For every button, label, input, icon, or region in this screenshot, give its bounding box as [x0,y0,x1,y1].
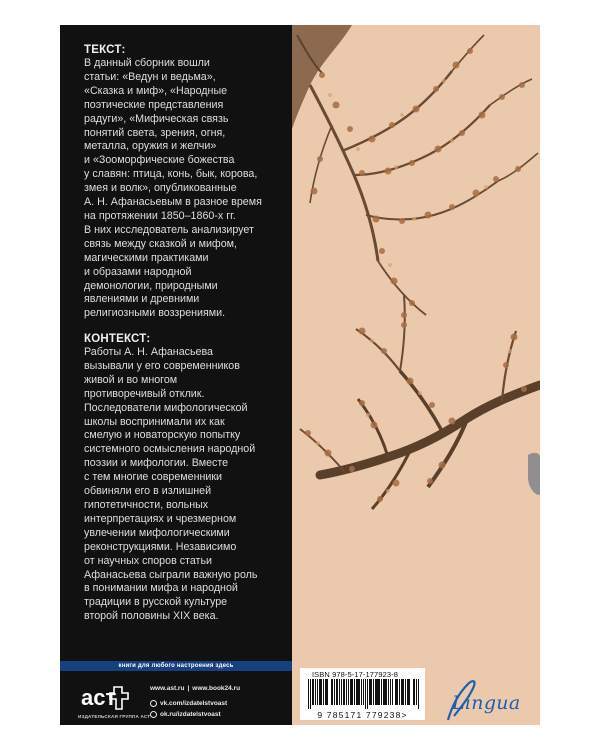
barcode-bar [343,679,345,705]
barcode-bar [413,679,415,705]
blossom-branch-illustration [292,25,540,725]
barcode-bar [401,679,404,705]
barcode-bar [383,679,385,705]
barcode-bar [334,679,335,705]
lingua-imprint-name: Lingua [452,692,521,714]
barcode-bar [348,679,349,705]
links-separator: | [187,684,190,692]
barcode-bar [395,679,398,705]
barcode-image [306,679,419,709]
ok-icon [150,711,157,718]
barcode-bar [390,679,391,705]
barcode-bar [399,679,400,705]
barcode-bar [323,679,324,705]
branch-artwork [292,25,540,725]
barcode-bar [405,679,406,705]
barcode-number [300,710,425,720]
barcode-bar [365,679,366,709]
publisher-group-label: ИЗДАТЕЛЬСКАЯ ГРУППА АСТ [78,714,151,719]
barcode-bar [373,679,374,705]
barcode-bar [418,679,419,709]
vk-icon [150,700,157,707]
barcode-bar [339,679,340,705]
barcode-bar [346,679,347,705]
barcode-bar [310,679,311,709]
tagline: книги для любого настроения здесь [118,663,234,669]
context-section-heading: КОНТЕКСТ: [84,333,151,345]
barcode-bar [325,679,327,705]
barcode-bar [367,679,368,709]
context-section-body: Работы А. Н. Афанасьева вызывали у его современников живой и во многом противоречивый отклик. Последователи мифологической школы воспринимали их как смелую и новаторскую попытку системного осмысления народной поэзии и мифологии. Вместе с тем многие современники обвиняли его в излишней гипотетичности, вольных интерпретациях и чрезмерном увлечении мифологическими реконструкциями. Независимо от научных споров статьи Афанасьева сыграли важную роль в понимании мифа и народной традиции в русской культуре второй половины XIX века. [84,346,258,623]
barcode-bar [388,679,389,705]
barcode-bar [385,679,387,705]
barcode-bar [354,679,355,705]
barcode-bar [319,679,322,705]
ok-link[interactable]: ok.ru/izdatelstvoast [160,710,221,718]
barcode-bar [315,679,316,705]
publisher-links [150,683,240,724]
barcode-bar [308,679,309,709]
barcode-bar [392,679,393,705]
barcode-bar [312,679,314,705]
barcode-bar [331,679,333,705]
ast-logo-text: аст [81,685,117,710]
barcode-bar [377,679,380,705]
barcode-bar [317,679,318,705]
barcode-bar [363,679,364,705]
barcode-digits: 9 785171 779238 [317,710,402,720]
barcode-bar [375,679,377,705]
barcode-bar [341,679,342,705]
barcode-bar [409,679,410,705]
text-section-body: В данный сборник вошли статьи: «Ведун и ведьма», «Сказка и миф», «Народные поэтические представления радуги», «Мифическая связь понятий света, зрения, огня, металла, оружия и желчи» и «Зооморфические божества у славян: птица, конь, бык, корова, змея и волк», опубликованные А. Н. Афанасьевым в разное время на протяжении 1850–1860-х гг. В них исследователь анализирует связь между сказкой и мифом, магическими практиками и образами народной демонологии, природными явлениями и древними религиозными воззрениями. [84,57,262,320]
website-book24-link[interactable]: www.book24.ru [192,684,241,692]
vk-link[interactable]: vk.com/izdatelstvoast [160,699,228,707]
barcode-bar [358,679,360,705]
barcode-bar [381,679,382,705]
barcode-bar [356,679,358,705]
barcode-bar [350,679,353,705]
website-ast-link[interactable]: www.ast.ru [150,684,185,692]
barcode-bar [327,679,328,705]
isbn-text: ISBN 978-5-17-177923-8 [312,670,399,679]
barcode-bar [369,679,372,705]
barcode-bar [361,679,362,705]
ast-logo [80,683,132,711]
barcode-bar [336,679,338,705]
barcode-bar [416,679,417,705]
text-section-heading: ТЕКСТ: [84,44,126,56]
barcode-end-mark: > [401,710,408,720]
barcode-bar [407,679,409,705]
